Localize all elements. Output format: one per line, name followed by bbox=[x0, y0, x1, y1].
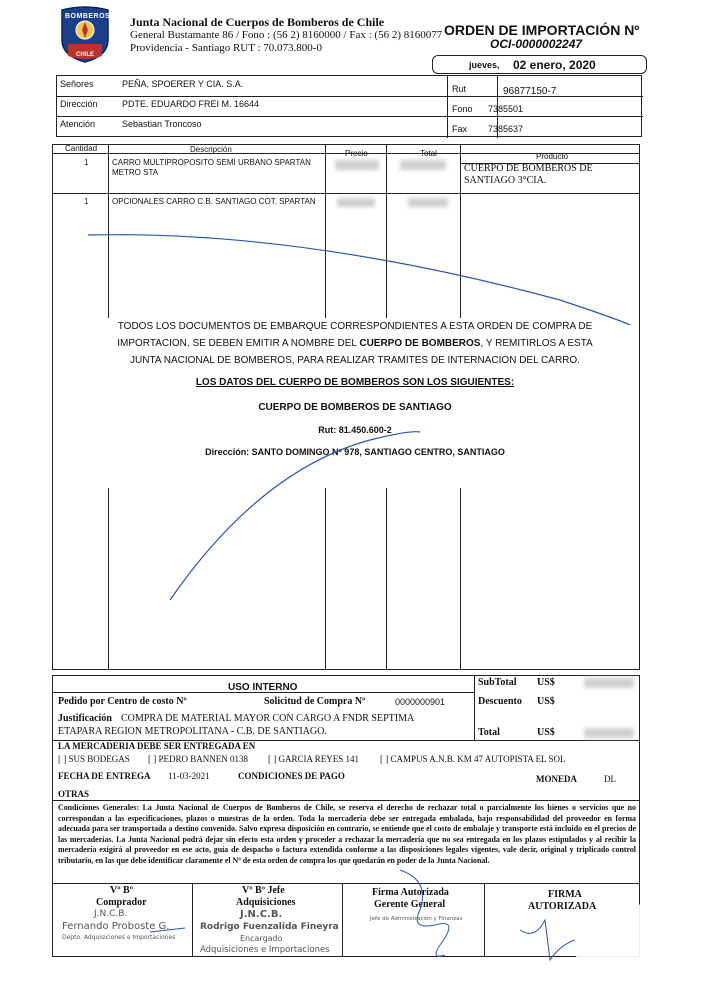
direccion-label: Dirección bbox=[60, 99, 98, 109]
order-date-value: 02 enero, 2020 bbox=[513, 58, 596, 72]
notice-line-3: JUNTA NACIONAL DE BOMBEROS, PARA REALIZAR TRAMITES DE INTERNACION DEL CARRO. bbox=[130, 355, 580, 366]
th-cantidad: Cantidad bbox=[65, 144, 98, 153]
entrega-option-3: [ ] GARCIA REYES 141 bbox=[268, 754, 360, 764]
notice-cuerpo: CUERPO DE BOMBEROS DE SANTIAGO bbox=[258, 402, 452, 413]
total-currency: US$ bbox=[537, 727, 555, 738]
comprador-sub: Comprador bbox=[96, 897, 147, 908]
conditions-text: Condiciones Generales: La Junta Nacional de Cuerpos de Bomberos de Chile, se reserva el derecho de rechazar total o parcialmente los bienes o servicios que no correspondan a las especificaciones, plazos o muestras de la orden. Toda la mercadería debe ser entregada embalada, bajo responsabilidad del proveedor en forma adecuada para ser transportada a destino convenido. Salvo expresa disposición en contrario, se entiende que el costo de embalaje y transporte está incluido en el precios de las mercaderías. La Junta Nacional podrá dejar sin efecto esta orden y proceder a rechazar la mercadería que no sea entregada en los plazos estipulados y al recibir la mercadería exigirá al proveedor en ese acto, guía de despacho o factura extendida conforme a las disposiciones legales vigentes, vale decir, original y triplicado control tributario, en las que debe identificar claramente el Nº de esta orden de compra los que quedarán en poder de la Junta Nacional. bbox=[58, 803, 636, 865]
th-producto: Producto bbox=[536, 152, 569, 161]
comprador-name: Fernando Proboste G. bbox=[62, 921, 170, 932]
entrega-option-2: [ ] PEDRO BANNEN 0138 bbox=[148, 754, 248, 764]
pedido-label: Pedido por Centro de costo Nº bbox=[58, 696, 187, 707]
notice-heading: LOS DATOS DEL CUERPO DE BOMBEROS SON LOS SIGUIENTES: bbox=[195, 377, 515, 388]
solicitud-value: 0000000901 bbox=[395, 697, 446, 707]
fax-value: 7385637 bbox=[488, 124, 524, 134]
jefe-title: Vº Bº Jefe bbox=[242, 885, 285, 896]
justificacion-line-2: ETAPARA REGION METROPOLITANA - C.B. DE SANTIAGO. bbox=[58, 726, 327, 737]
rut-value: 96877150-7 bbox=[503, 86, 557, 97]
fax-label: Fax bbox=[452, 124, 468, 134]
notice-direccion: Dirección: SANTO DOMINGO Nº 978, SANTIAGO CENTRO, SANTIAGO bbox=[205, 447, 505, 457]
condiciones-label: CONDICIONES DE PAGO bbox=[238, 771, 345, 781]
comprador-org: J.N.C.B. bbox=[94, 909, 128, 919]
order-title: ORDEN DE IMPORTACIÓN Nº bbox=[444, 22, 640, 38]
moneda-value: DL bbox=[604, 774, 616, 784]
row1-descripcion: CARRO MULTIPROPOSITO SEMI URBANO SPARTAN METRO STA bbox=[112, 158, 311, 177]
rut-label: Rut bbox=[452, 84, 467, 94]
gerente-sub: Gerente General bbox=[374, 899, 446, 910]
notice-line-2c: , Y REMITIRLOS A ESTA bbox=[480, 338, 593, 349]
total-label: Total bbox=[478, 727, 500, 738]
justificacion-label: Justificación bbox=[58, 713, 112, 724]
logo-top-text: BOMBEROS bbox=[65, 13, 111, 20]
order-date-weekday: jueves, bbox=[469, 60, 500, 70]
row2-descripcion: OPCIONALES CARRO C.B. SANTIAGO COT. SPARTAN bbox=[112, 197, 316, 206]
jefe-name: Rodrigo Fuenzalida Fineyra bbox=[200, 922, 339, 932]
otras-label: OTRAS bbox=[58, 789, 90, 799]
firma-sub: AUTORIZADA bbox=[528, 901, 597, 912]
org-name: Junta Nacional de Cuerpos de Bomberos de Chile bbox=[130, 15, 385, 29]
th-total: Total bbox=[420, 149, 437, 158]
descuento-label: Descuento bbox=[478, 696, 522, 707]
comprador-role: Depto. Adquisiciones e Importaciones bbox=[62, 934, 176, 941]
jefe-role-1: Encargado bbox=[240, 934, 283, 943]
firma-title: FIRMA bbox=[548, 889, 582, 900]
entrega-option-1: [ ] SUS BODEGAS bbox=[58, 754, 130, 764]
notice-line-2b: CUERPO DE BOMBEROS bbox=[359, 338, 481, 349]
fecha-entrega-value: 11-03-2021 bbox=[168, 771, 210, 781]
fono-value: 7385501 bbox=[488, 104, 524, 114]
subtotal-currency: US$ bbox=[537, 677, 555, 688]
th-descripcion: Descripción bbox=[190, 145, 232, 154]
uso-interno-label: USO INTERNO bbox=[228, 682, 298, 693]
descuento-currency: US$ bbox=[537, 696, 555, 707]
row1-cantidad: 1 bbox=[84, 158, 89, 167]
jefe-sub: Adquisiciones bbox=[236, 897, 296, 908]
senores-label: Señores bbox=[60, 79, 94, 89]
order-number: OCI-0000002247 bbox=[490, 37, 583, 51]
direccion-value: PDTE. EDUARDO FREI M. 16644 bbox=[122, 99, 260, 109]
org-city: Providencia - Santiago RUT : 70.073.800-0 bbox=[130, 42, 322, 54]
jefe-role-2: Adquisiciones e Importaciones bbox=[200, 945, 330, 955]
senores-value: PEÑA, SPOERER Y CIA. S.A. bbox=[122, 79, 244, 89]
moneda-label: MONEDA bbox=[536, 774, 577, 784]
th-precio: Precio bbox=[345, 149, 368, 158]
notice-line-1: TODOS LOS DOCUMENTOS DE EMBARQUE CORRESPONDIENTES A ESTA ORDEN DE COMPRA DE bbox=[117, 321, 593, 332]
justificacion-line-1: COMPRA DE MATERIAL MAYOR CON CARGO A FNDR SEPTIMA bbox=[121, 713, 415, 724]
notice-rut: Rut: 81.450.600-2 bbox=[318, 425, 392, 435]
gerente-title: Firma Autorizada bbox=[372, 887, 449, 898]
fecha-entrega-label: FECHA DE ENTREGA bbox=[58, 771, 151, 781]
subtotal-label: SubTotal bbox=[478, 677, 517, 688]
jefe-org: J.N.C.B. bbox=[240, 909, 283, 920]
row2-cantidad: 1 bbox=[84, 197, 89, 206]
solicitud-label: Solicitud de Compra Nº bbox=[264, 696, 366, 707]
entrega-heading: LA MERCADERIA DEBE SER ENTREGADA EN bbox=[58, 741, 256, 751]
comprador-title: Vº Bº bbox=[110, 885, 133, 896]
fono-label: Fono bbox=[452, 104, 473, 114]
atencion-value: Sebastian Troncoso bbox=[122, 119, 202, 129]
atencion-label: Atención bbox=[60, 119, 96, 129]
org-address: General Bustamante 86 / Fono : (56 2) 8160000 / Fax : (56 2) 8160077 bbox=[130, 29, 443, 41]
logo-bottom-text: CHILE bbox=[76, 52, 94, 58]
entrega-option-4: [ ] CAMPUS A.N.B. KM 47 AUTOPISTA EL SOL bbox=[380, 754, 566, 764]
notice-line-2a: IMPORTACION, SE DEBEN EMITIR A NOMBRE DEL bbox=[117, 338, 360, 349]
gerente-role: Jefe de Administración y Finanzas bbox=[370, 916, 463, 922]
row1-producto: CUERPO DE BOMBEROS DE SANTIAGO 3°CIA. bbox=[464, 163, 593, 186]
